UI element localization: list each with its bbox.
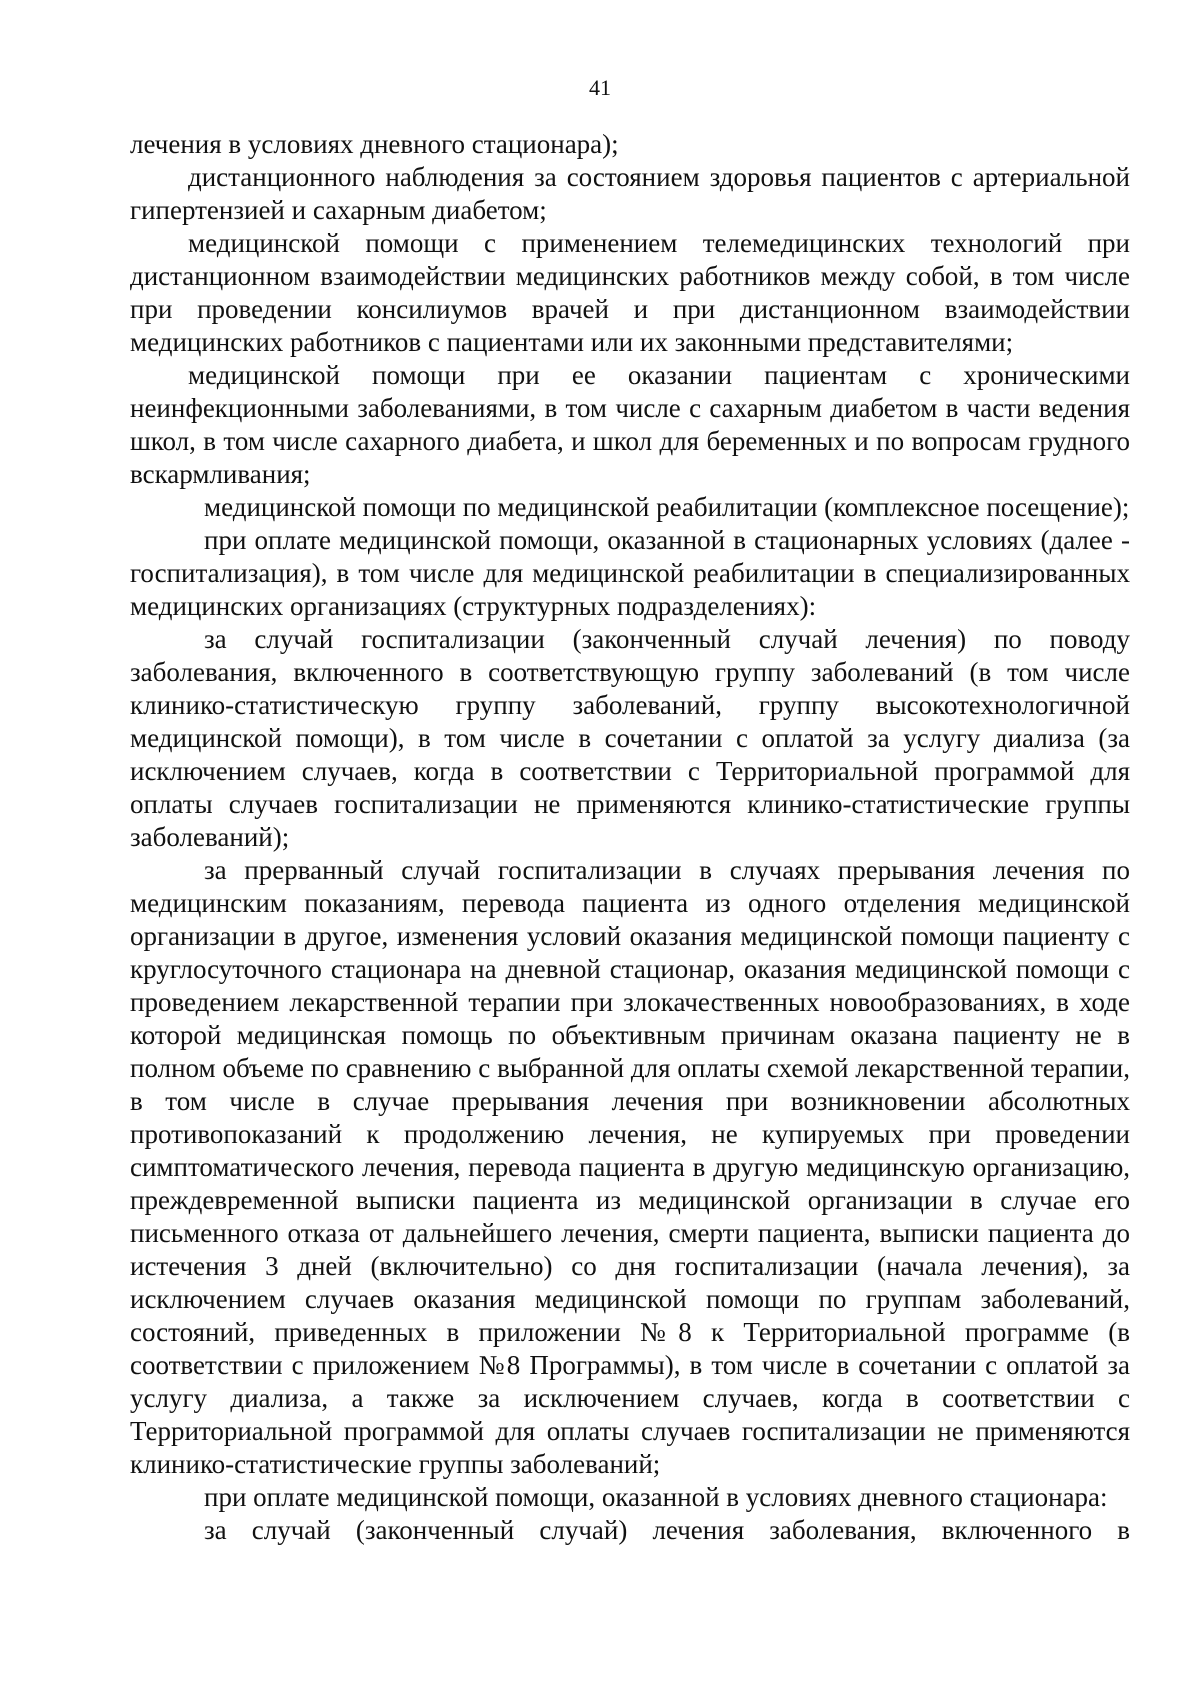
- paragraph: лечения в условиях дневного стационара);: [130, 129, 619, 159]
- paragraph: за прерванный случай госпитализации в случаях прерывания лечения по медицинским показаниям, перевода пациента из одного отделения медицинской организации в другое, изменения условий оказания медицинской помощи пациенту с круглосуточного стационара на дневной стационар, оказания медицинской помощи с проведением лекарственной терапии при злокачественных новообразованиях, в ходе которой медицинская помощь по объективным причинам оказана пациенту не в полном объеме по сравнению с выбранной для оплаты схемой лекарственной терапии, в том числе в случае прерывания лечения при возникновении абсолютных противопоказаний к продолжению лечения, не купируемых при проведении симптоматического лечения, перевода пациента в другую медицинскую организацию, преждевременной выписки пациента из медицинской организации в случае его письменного отказа от дальнейшего лечения, смерти пациента, выписки пациента до истечения 3 дней (включительно) со дня госпитализации (начала лечения), за исключением случаев оказания медицинской помощи по группам заболеваний, состояний, приведенных в приложении №8 к Территориальной программе (в соответствии с приложением №8 Программы), в том числе в сочетании с оплатой за услугу диализа, а также за исключением случаев, когда в соответствии с Территориальной программой для оплаты случаев госпитализации не применяются клинико-статистические группы заболеваний;: [130, 855, 1130, 1479]
- paragraph: медицинской помощи по медицинской реабилитации (комплексное посещение);: [204, 492, 1130, 522]
- paragraph: за случай (законченный случай) лечения заболевания, включенного в: [204, 1515, 1130, 1545]
- document-body: [130, 128, 1130, 1547]
- paragraph: дистанционного наблюдения за состоянием здоровья пациентов с артериальной гипертензией и сахарным диабетом;: [130, 162, 1130, 225]
- paragraph: медицинской помощи при ее оказании пациентам с хроническими неинфекционными заболеваниями, в том числе с сахарным диабетом в части ведения школ, в том числе сахарного диабета, и школ для беременных и по вопросам грудного вскармливания;: [130, 360, 1130, 489]
- paragraph: за случай госпитализации (законченный случай лечения) по поводу заболевания, включенного в соответствующую группу заболеваний (в том числе клинико-статистическую группу заболеваний, группу высокотехнологичной медицинской помощи), в том числе в сочетании с оплатой за услугу диализа (за исключением случаев, когда в соответствии с Территориальной программой для оплаты случаев госпитализации не применяются клинико-статистические группы заболеваний);: [130, 624, 1130, 852]
- paragraph: при оплате медицинской помощи, оказанной в стационарных условиях (далее - госпитализация), в том числе для медицинской реабилитации в специализированных медицинских организациях (структурных подразделениях):: [130, 525, 1130, 621]
- page-number: 41: [589, 75, 611, 100]
- paragraph: при оплате медицинской помощи, оказанной в условиях дневного стационара:: [204, 1482, 1108, 1512]
- paragraph: медицинской помощи с применением телемедицинских технологий при дистанционном взаимодействии медицинских работников между собой, в том числе при проведении консилиумов врачей и при дистанционном взаимодействии медицинских работников с пациентами или их законными представителями;: [130, 228, 1130, 357]
